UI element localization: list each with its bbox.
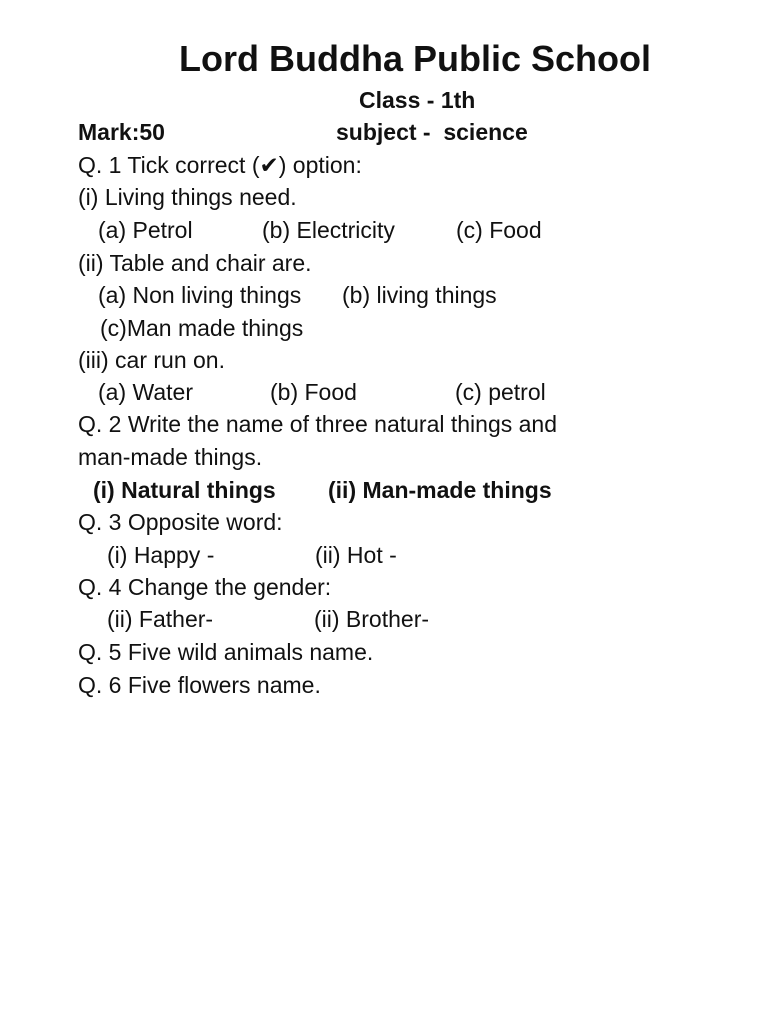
q2-prompt-line2: man-made things. bbox=[78, 444, 263, 470]
q1-ii-option-c: (c)Man made things bbox=[100, 315, 304, 341]
q4-item-father: (ii) Father- bbox=[107, 606, 214, 632]
q2-prompt-line1: Q. 2 Write the name of three natural things and bbox=[78, 411, 558, 437]
q4-item-brother: (ii) Brother- bbox=[314, 606, 430, 632]
q2-man-made-things-heading: (ii) Man-made things bbox=[328, 477, 552, 503]
q3-item-happy: (i) Happy - bbox=[107, 542, 215, 568]
q1-iii-option-b: (b) Food bbox=[270, 379, 357, 405]
q1-i-option-a: (a) Petrol bbox=[98, 217, 193, 243]
q1-ii-option-b: (b) living things bbox=[342, 282, 497, 308]
q4-prompt: Q. 4 Change the gender: bbox=[78, 574, 332, 600]
q1-i-option-c: (c) Food bbox=[456, 217, 542, 243]
q1-prompt: Q. 1 Tick correct (✔) option: bbox=[78, 152, 362, 178]
school-title: Lord Buddha Public School bbox=[179, 38, 651, 79]
q1-ii-option-a: (a) Non living things bbox=[98, 282, 302, 308]
class-label: Class - 1th bbox=[359, 87, 476, 113]
q3-prompt: Q. 3 Opposite word: bbox=[78, 509, 283, 535]
q2-natural-things-heading: (i) Natural things bbox=[93, 477, 276, 503]
q1-iii-option-a: (a) Water bbox=[98, 379, 193, 405]
q1-iii-option-c: (c) petrol bbox=[455, 379, 546, 405]
q5-prompt: Q. 5 Five wild animals name. bbox=[78, 639, 374, 665]
q1-i-option-b: (b) Electricity bbox=[262, 217, 395, 243]
q1-ii-text: (ii) Table and chair are. bbox=[78, 250, 312, 276]
q6-prompt: Q. 6 Five flowers name. bbox=[78, 672, 321, 698]
subject-label: subject - science bbox=[336, 119, 528, 145]
marks-label: Mark:50 bbox=[78, 119, 165, 145]
q3-item-hot: (ii) Hot - bbox=[315, 542, 397, 568]
q1-iii-text: (iii) car run on. bbox=[78, 347, 225, 373]
q1-i-text: (i) Living things need. bbox=[78, 184, 297, 210]
